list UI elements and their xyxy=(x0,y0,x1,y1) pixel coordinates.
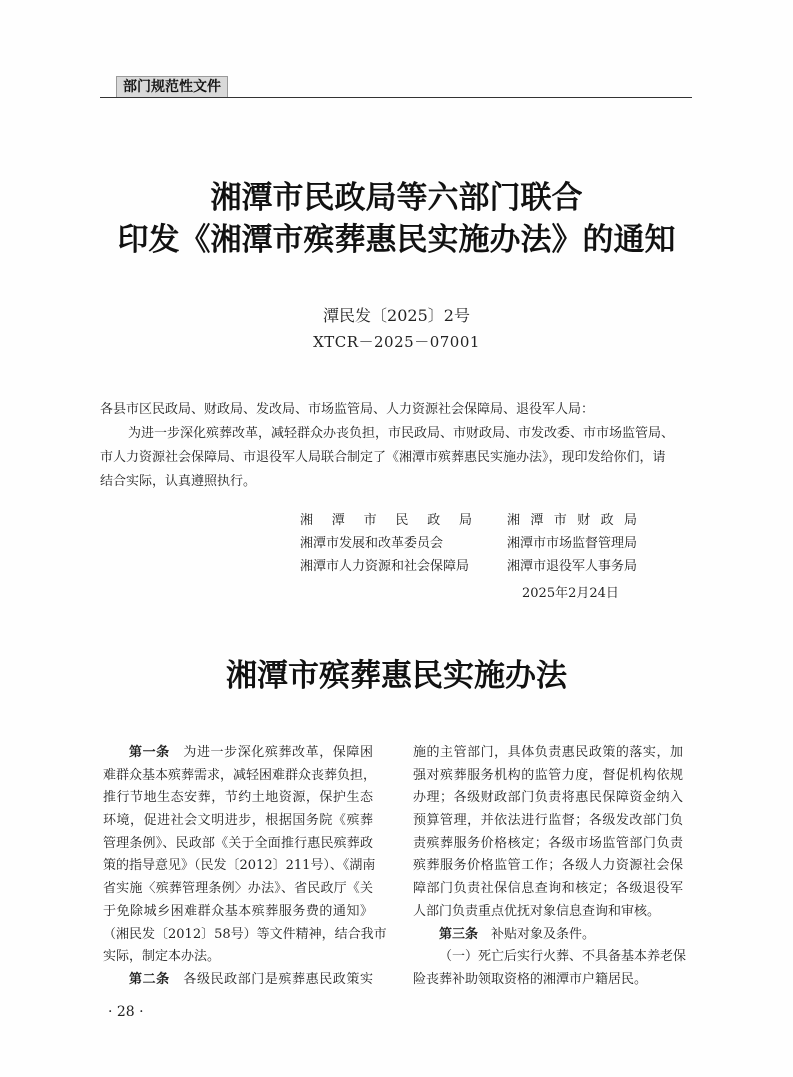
measures-right-column xyxy=(413,742,687,992)
text-line: 省实施〈殡葬管理条例〉办法》、省民政厅《关 xyxy=(103,881,373,897)
notice-body-line: 市人力资源社会保障局、市退役军人局联合制定了《湘潭市殡葬惠民实施办法》，现印发给你们，请 xyxy=(100,450,666,465)
measures-title: 湘潭市殡葬惠民实施办法 xyxy=(226,658,567,694)
article-2-first-line: 第二条 各级民政部门是殡葬惠民政策实 xyxy=(129,971,373,987)
text-line: 殡葬服务价格监管工作；各级人力资源社会保 xyxy=(413,858,683,874)
signatory: 湘潭市发展和改革委员会 xyxy=(300,536,444,551)
article-3-label: 第三条 xyxy=(439,926,479,942)
registration-number: XTCR－2025－07001 xyxy=(313,333,480,351)
text-line: （湘民发〔2012〕58号）等文件精神，结合我市 xyxy=(103,926,387,942)
text-line: 实际，制定本办法。 xyxy=(103,949,221,965)
text-line: 责殡葬服务价格核定；各级市场监管部门负责 xyxy=(413,835,683,851)
text-line: 强对殡葬服务机构的监管力度，督促机构依规 xyxy=(413,767,683,783)
signatory: 湘潭市市场监督管理局 xyxy=(507,536,638,551)
text-line: 难群众基本殡葬需求，减轻困难群众丧葬负担， xyxy=(103,767,377,783)
text-line: 人部门负责重点优抚对象信息查询和审核。 xyxy=(413,903,661,919)
signatory: 湘潭市民政局 xyxy=(300,513,472,528)
header-rule xyxy=(100,97,692,98)
signatory: 湘潭市人力资源和社会保障局 xyxy=(300,559,470,574)
text-line: 施的主管部门，具体负责惠民政策的落实，加 xyxy=(413,745,683,760)
document-number: 潭民发〔2025〕2号 xyxy=(323,306,470,325)
article-1-label: 第一条 xyxy=(129,745,170,760)
article-1-first-line: 第一条 为进一步深化殡葬改革，保障困 xyxy=(129,745,373,760)
text-line: 办理；各级财政部门负责将惠民保障资金纳入 xyxy=(413,790,683,806)
signing-date: 2025年2月24日 xyxy=(522,586,619,601)
article-3-first-line: 第三条 补贴对象及条件。 xyxy=(439,926,596,942)
text-line: 预算管理，并依法进行监督；各级发改部门负 xyxy=(413,813,683,829)
text-line: 策的指导意见》（民发〔2012〕211号）、《湖南 xyxy=(103,858,376,874)
notice-title-line-2: 印发《湘潭市殡葬惠民实施办法》的通知 xyxy=(117,222,676,258)
signatory: 湘潭市退役军人事务局 xyxy=(507,559,638,574)
text-line: 障部门负责社保信息查询和核定；各级退役军 xyxy=(413,881,683,897)
text-line: 于免除城乡困难群众基本殡葬服务费的通知》 xyxy=(103,903,373,919)
notice-body-line: 为进一步深化殡葬改革，减轻群众办丧负担，市民政局、市财政局、市发改委、市市场监管局、 xyxy=(128,426,675,441)
measures-left-column xyxy=(103,742,387,992)
signatory: 湘潭市财政局 xyxy=(507,513,637,528)
text-line: 险丧葬补助领取资格的湘潭市户籍居民。 xyxy=(413,971,648,987)
page-number: · 28 · xyxy=(108,1004,144,1020)
notice-body-line: 结合实际，认真遵照执行。 xyxy=(100,474,257,489)
text-line: 环境，促进社会文明进步，根据国务院《殡葬 xyxy=(103,813,373,829)
text-line: 推行节地生态安葬，节约土地资源，保护生态 xyxy=(103,790,373,806)
notice-recipients: 各县市区民政局、财政局、发改局、市场监管局、人力资源社会保障局、退役军人局： xyxy=(100,402,595,417)
section-tag: 部门规范性文件 xyxy=(116,76,228,98)
text-line: （一）死亡后实行火葬、不具备基本养老保 xyxy=(439,949,687,965)
notice-title-line-1: 湘潭市民政局等六部门联合 xyxy=(210,180,583,216)
text-line: 管理条例》、民政部《关于全面推行惠民殡葬政 xyxy=(103,835,373,851)
article-2-label: 第二条 xyxy=(129,971,170,987)
